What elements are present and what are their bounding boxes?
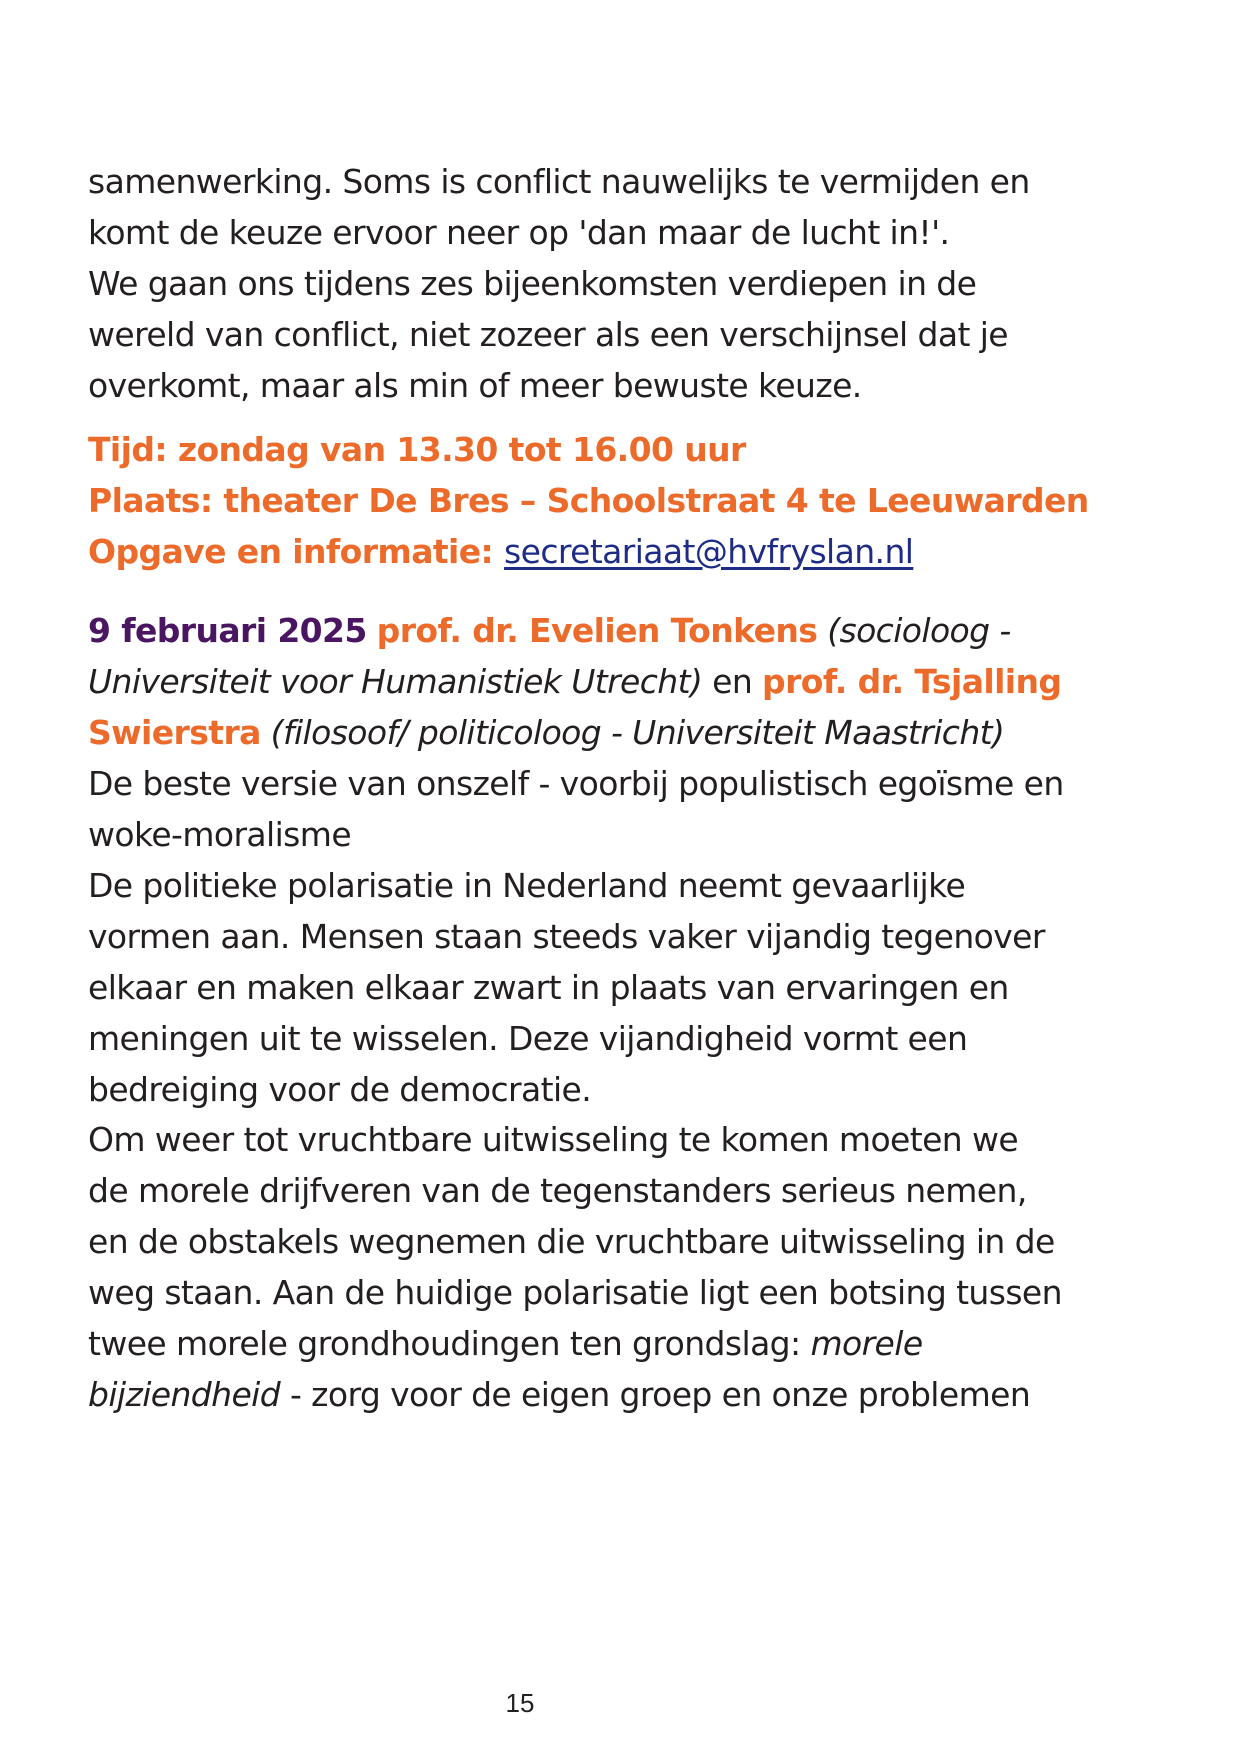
text-line: wereld van conflict, niet zozeer als een verschijnsel dat je (88, 315, 1008, 354)
paragraph-continuation (88, 156, 1158, 258)
event-info (88, 424, 1158, 577)
signup-line (88, 526, 1158, 577)
text-line: en de obstakels wegnemen die vruchtbare uitwisseling in de (88, 1222, 1055, 1261)
page-number: 15 (505, 1688, 535, 1718)
session-desc-line: meningen uit te wisselen. Deze vijandigheid vormt een (88, 1019, 968, 1058)
italic-term: morele (810, 1324, 923, 1363)
text-line: de morele drijfveren van de tegenstanders serieus nemen, (88, 1171, 1027, 1210)
speaker-1-affiliation: Universiteit voor Humanistiek Utrecht) (88, 662, 703, 701)
italic-term: bijziendheid (88, 1375, 281, 1414)
speakers-line-2 (88, 656, 1158, 707)
session-title: De beste versie van onszelf - voorbij populistisch egoïsme en (88, 764, 1064, 803)
session-block (88, 605, 1158, 1115)
text-segment: - zorg voor de eigen groep en onze problemen (280, 1375, 1031, 1414)
session-desc-line: elkaar en maken elkaar zwart in plaats van ervaringen en (88, 968, 1009, 1007)
text-line (88, 1318, 1158, 1369)
event-place: Plaats: theater De Bres – Schoolstraat 4 te Leeuwarden (88, 481, 1089, 520)
speakers-line-1 (88, 605, 1158, 656)
conjunction: en (712, 662, 753, 701)
text-line (88, 1369, 1158, 1420)
signup-label: Opgave en informatie: (88, 532, 505, 571)
text-line: Om weer tot vruchtbare uitwisseling te komen moeten we (88, 1120, 1019, 1159)
text-line: samenwerking. Soms is conflict nauwelijks te vermijden en (88, 162, 1030, 201)
session-desc-line: vormen aan. Mensen staan steeds vaker vijandig tegenover (88, 917, 1045, 956)
text-line: We gaan ons tijdens zes bijeenkomsten verdiepen in de (88, 264, 977, 303)
session-desc-line: bedreiging voor de democratie. (88, 1070, 592, 1109)
paragraph-intro (88, 258, 1158, 411)
speaker-1-role: (socioloog - (827, 611, 1011, 650)
session-desc-line: De politieke polarisatie in Nederland neemt gevaarlijke (88, 866, 966, 905)
paragraph-polarisation (88, 1114, 1158, 1420)
session-title-cont: woke-moralisme (88, 815, 352, 854)
text-segment: twee morele grondhoudingen ten grondslag: (88, 1324, 811, 1363)
speakers-line-3 (88, 707, 1158, 758)
speaker-2-surname: Swierstra (88, 713, 261, 752)
speaker-1-name: prof. dr. Evelien Tonkens (376, 611, 818, 650)
speaker-2-role: (filosoof/ politicoloog - Universiteit Maastricht) (270, 713, 1005, 752)
email-link[interactable]: secretariaat@hvfryslan.nl (504, 532, 914, 571)
speaker-2-name-part: prof. dr. Tsjalling (762, 662, 1062, 701)
text-line: overkomt, maar als min of meer bewuste keuze. (88, 366, 862, 405)
text-line: weg staan. Aan de huidige polarisatie ligt een botsing tussen (88, 1273, 1062, 1312)
text-line: komt de keuze ervoor neer op 'dan maar de lucht in!'. (88, 213, 950, 252)
session-date: 9 februari 2025 (88, 611, 367, 650)
event-time: Tijd: zondag van 13.30 tot 16.00 uur (88, 430, 746, 469)
